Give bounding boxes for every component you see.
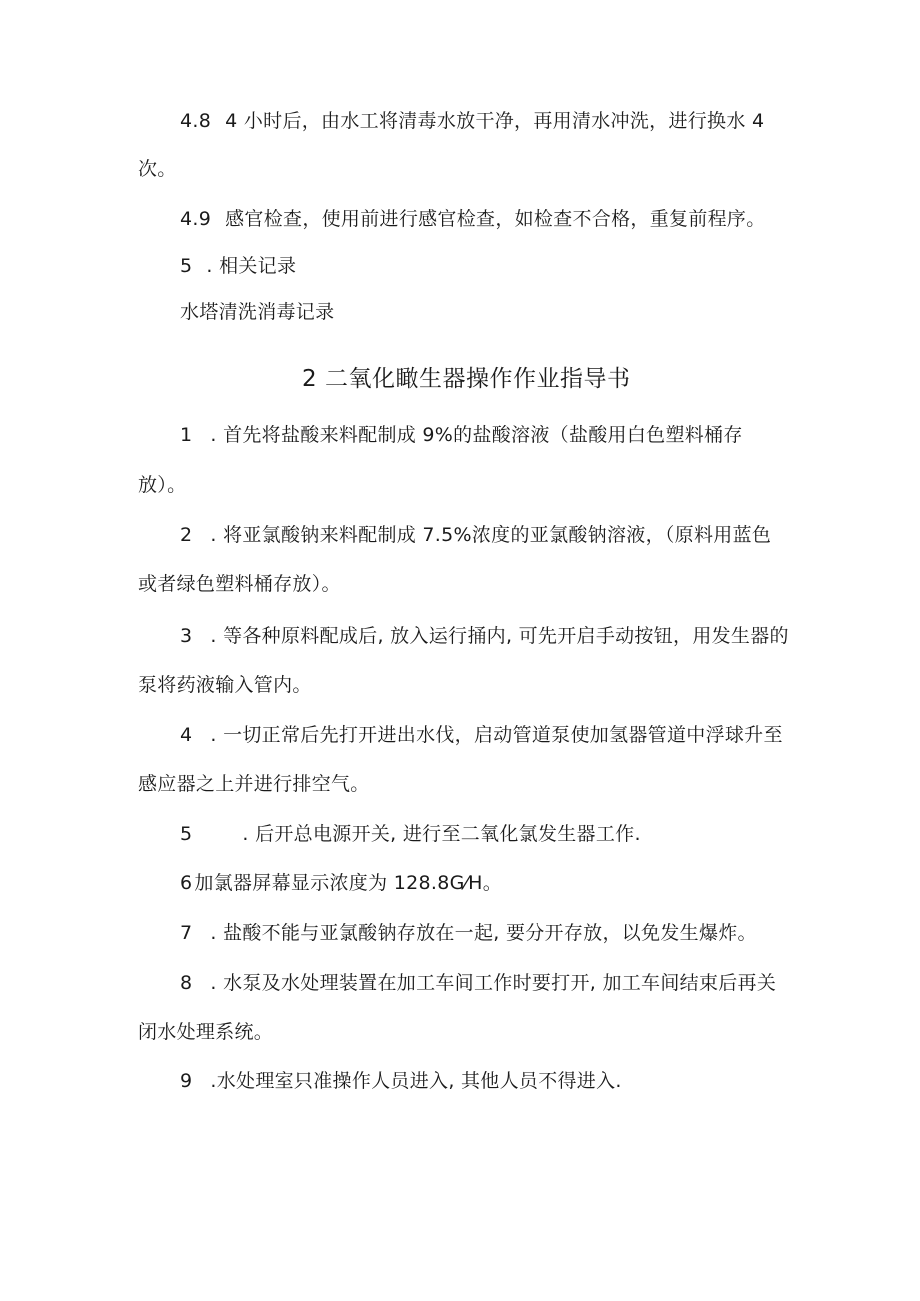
step-2-line1 [180,522,771,548]
step-text: .水处理室只准操作人员进入, 其他人员不得进入. [210,1070,622,1092]
step-3-line1 [180,623,789,649]
step-8-line2: 闭水处理系统。 [138,1021,274,1043]
item-text: 4 小时后，由水工将清毒水放干净，再用清水冲洗，进行换水 4 [225,110,765,132]
step-text: . 等各种原料配成后, 放入运行捅内, 可先开启手动按钮，用发生器的 [210,625,789,647]
section-heading: 2 二氧化瞰生器操作作业指导书 [302,366,631,392]
item-4-8-line1 [180,108,764,134]
item-5-related-records [180,253,296,279]
step-7-line1 [180,920,757,946]
step-4-line1 [180,722,783,748]
item-4-9-line1 [180,206,766,232]
step-6-line1 [180,870,502,896]
step-number: 7 [180,922,193,944]
item-number: 5 [180,255,193,277]
step-number: 2 [180,524,193,546]
step-text: . 首先将盐酸来料配制成 9%的盐酸溶液（盐酸用白色塑料桶存 [210,424,743,446]
step-2-line2: 或者绿色塑料桶存放）。 [138,573,341,595]
step-number: 9 [180,1070,193,1092]
step-4-line2: 感应器之上并进行排空气。 [138,773,370,795]
step-5-line1 [180,821,641,847]
step-3-line2: 泵将药液输入管内。 [138,674,312,696]
step-9-line1 [180,1068,622,1094]
record-name: 水塔清洗消毒记录 [180,301,335,323]
step-number: 5 [180,823,193,845]
item-number: 4.8 [180,110,212,132]
item-text: . 相关记录 [206,255,297,277]
step-text: . 一切正常后先打开进出水伐，启动管道泵使加氢器管道中浮球升至 [210,724,783,746]
step-1-line1 [180,422,743,448]
step-number: 1 [180,424,193,446]
step-text: . 水泵及水处理装置在加工车间工作时要打开, 加工车间结束后再关 [210,972,777,994]
step-text: 加氯器屏幕显示浓度为 128.8G⁄H。 [194,872,503,894]
step-1-line2: 放）。 [138,474,187,496]
step-text: . 盐酸不能与亚氯酸钠存放在一起, 要分开存放，以免发生爆炸。 [210,922,757,944]
item-number: 4.9 [180,208,212,230]
step-text: . 将亚氯酸钠来料配制成 7.5%浓度的亚氯酸钠溶液，（原料用蓝色 [210,524,772,546]
item-4-8-line2: 次。 [138,158,177,180]
step-number: 4 [180,724,193,746]
step-number: 8 [180,972,193,994]
step-text: . 后开总电源开关, 进行至二氧化氯发生器工作. [242,823,641,845]
step-number: 6 [180,872,193,894]
item-text: 感官检查，使用前进行感官检查，如检查不合格，重复前程序。 [225,208,766,230]
step-8-line1 [180,970,776,996]
step-number: 3 [180,625,193,647]
